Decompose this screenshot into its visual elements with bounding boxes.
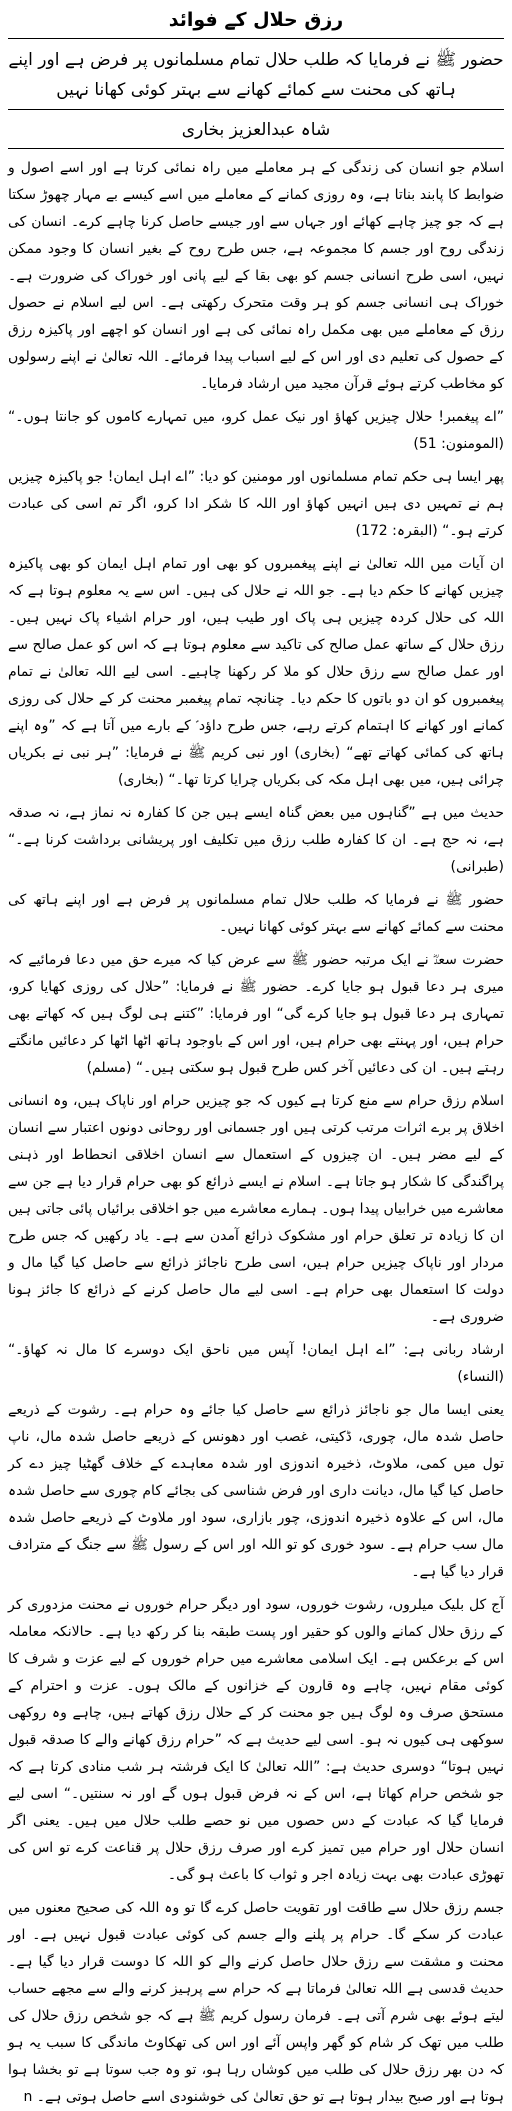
hadith-header: حضور ﷺ نے فرمایا کہ طلب حلال تمام مسلمانوں پر فرض ہے اور اپنے ہاتھ کی محنت سے کمائے کھانے سے بہتر کوئی کھانا نہیں <box>8 50 504 100</box>
paragraph: حضور ﷺ نے فرمایا کہ طلب حلال تمام مسلمانوں پر فرض ہے اور اپنے ہاتھ کی محنت سے کمائے کھانے سے بہتر کوئی کھانا نہیں۔ <box>8 892 504 935</box>
divider <box>8 109 504 110</box>
paragraph: یعنی ایسا مال جو ناجائز ذرائع سے حاصل کیا جائے وہ حرام ہے۔ رشوت کے ذریعے حاصل شدہ مال، چوری، ڈکیتی، غصب اور دھونس کے ذریعے حاصل شدہ مال، ناپ تول میں کمی، ملاوٹ، ذخیرہ اندوزی اور شدہ معاہدے کے خلاف گھٹیا چیز دے کر حاصل کیا گیا مال، دیانت داری اور فرض شناسی کی بجائے کام چوری سے حاصل شدہ مال، اس کے علاوہ ذخیرہ اندوزی، چور بازاری، سود اور ملاوٹ کے ذریعے حاصل شدہ مال سب حرام ہے۔ سود خوری کو تو اللہ اور اس کے رسول ﷺ سے جنگ کے مترادف قرار دیا گیا ہے۔ <box>8 1402 504 1580</box>
paragraph: اسلام جو انسان کی زندگی کے ہر معاملے میں راہ نمائی کرتا ہے اور اسے اصول و ضوابط کا پابند بناتا ہے، وہ روزی کمانے کے معاملے میں اسے کیسے بے مہار چھوڑ سکتا ہے کہ جو چیز چاہے کھائے اور جہاں سے اور جیسے حاصل کرنا چاہے کرے۔ انسان کی زندگی روح اور جسم کا مجموعہ ہے، جس طرح روح کے بغیر انسان کا وجود ممکن نہیں، اسی طرح انسانی جسم کو بھی بقا کے لیے پانی اور خوراک کی ضرورت ہے۔ خوراک ہی انسانی جسم کو ہر وقت متحرک رکھتی ہے۔ اس لیے اسلام نے حصول رزق کے معاملے میں بھی مکمل راہ نمائی کی ہے اور انسان کو اچھے اور پاکیزہ رزق کے حصول کی تعلیم دی اور اس کے لیے اسباب پیدا فرمائے۔ اللہ تعالیٰ نے اپنے رسولوں کو مخاطب کرتے ہوئے قرآن مجید میں ارشاد فرمایا۔ <box>8 160 504 392</box>
divider <box>8 148 504 149</box>
paragraph: ان آیات میں اللہ تعالیٰ نے اپنے پیغمبروں کو بھی اور تمام اہل ایمان کو بھی پاکیزہ چیزیں کھانے کا حکم دیا ہے۔ جو اللہ نے حلال کی ہیں۔ اس سے یہ معلوم ہوتا ہے کہ اللہ کی حلال کردہ چیزیں ہی پاک اور طیب ہیں، اور حرام اشیاء پاک نہیں ہیں۔ رزق حلال کے ساتھ عمل صالح کی تاکید سے معلوم ہوتا ہے کہ اس کو عمل صالح سے اور عمل صالح سے رزق حلال کو ملا کر رکھنا چاہیے۔ اسی لیے اللہ تعالیٰ نے تمام پیغمبروں کو ان دو باتوں کا حکم دیا۔ چنانچہ تمام پیغمبر محنت کر کے حلال کی روزی کمانے اور کھانے کا اہتمام کرتے رہے، جس طرح داؤد ؑ کے بارے میں آتا ہے کہ ”وہ اپنے ہاتھ کی کمائی کھاتے تھے“ (بخاری) اور نبی کریم ﷺ نے فرمایا: ”ہر نبی نے بکریاں چرائی ہیں، میں بھی اہل مکہ کی بکریاں چرایا کرتا تھا۔“ (بخاری) <box>8 556 504 788</box>
paragraph: اسلام رزق حرام سے منع کرتا ہے کیوں کہ جو چیزیں حرام اور ناپاک ہیں، وہ انسانی اخلاق پر برے اثرات مرتب کرتی ہیں اور جسمانی اور روحانی دونوں اعتبار سے انسان کے لیے مضر ہیں۔ ان چیزوں کے استعمال سے انسان اخلاقی انحطاط اور ذہنی پراگندگی کا شکار ہو جاتا ہے۔ اسلام نے ایسے ذرائع کو بھی حرام قرار دیا ہے جن سے معاشرے میں خرابیاں پیدا ہوں۔ ہمارے معاشرے میں جو اخلاقی برائیاں پائی جاتی ہیں ان کا زیادہ تر تعلق حرام اور مشکوک ذرائع آمدن سے ہے۔ یاد رکھیں کہ جس طرح مردار اور ناپاک چیزیں حرام ہیں، اسی طرح ناجائز ذرائع سے حاصل کیا گیا مال و دولت کا استعمال بھی حرام ہے۔ اسی لیے مال حاصل کرنے کے ذرائع کا جائز ہونا ضروری ہے۔ <box>8 1093 504 1325</box>
paragraph: ارشاد ربانی ہے: ”اے اہل ایمان! آپس میں ناحق ایک دوسرے کا مال نہ کھاؤ۔“ (النساء) <box>8 1342 504 1385</box>
article-title: رزق حلال کے فوائد <box>168 9 344 31</box>
paragraph: حدیث میں ہے ”گناہوں میں بعض گناہ ایسے ہیں جن کا کفارہ نہ نماز ہے، نہ صدقہ ہے، نہ حج ہے۔ ان کا کفارہ طلب رزق میں تکلیف اور پریشانی برداشت کرنا ہے۔“ (طبرانی) <box>8 805 504 875</box>
article-body <box>8 155 504 2111</box>
paragraph: جسم رزق حلال سے طاقت اور تقویت حاصل کرے گا تو وہ اللہ کی صحیح معنوں میں عبادت کر سکے گا۔ حرام پر پلنے والے جسم کی کوئی عبادت قبول نہیں ہے۔ اور محنت و مشقت سے رزق حلال حاصل کرنے والے کو اللہ کا دوست قرار دیا گیا ہے۔ حدیث قدسی ہے اللہ تعالیٰ فرماتا ہے کہ حرام سے پرہیز کرنے والے سے مجھے حساب لیتے ہوئے بھی شرم آتی ہے۔ فرمان رسول کریم ﷺ ہے کہ جو شخص رزق حلال کی طلب میں تھک کر شام کو گھر واپس آئے اور اس کی تھکاوٹ ماندگی کا سبب یہ ہو کہ دن بھر رزق حلال کی طلب میں کوشاں رہا ہو، تو وہ جب سوتا ہے تو بخشا ہوا ہوتا ہے اور صبح بیدار ہوتا ہے تو حق تعالیٰ کی خوشنودی اسے حاصل ہوتی ہے۔ n <box>8 1900 504 2105</box>
paragraph: آج کل بلیک میلروں، رشوت خوروں، سود اور دیگر حرام خوروں نے محنت مزدوری کر کے رزق حلال کمانے والوں کو حقیر اور پست طبقہ بنا کر رکھ دیا ہے۔ حالانکہ معاملہ اس کے برعکس ہے۔ ایک اسلامی معاشرے میں حرام خوروں کے لیے عزت و شرف کا کوئی مقام نہیں، چاہے وہ قارون کے خزانوں کے مالک ہوں۔ عزت و احترام کے مستحق صرف وہ لوگ ہیں جو محنت کر کے حلال رزق کھاتے ہیں، چاہے وہ روکھی سوکھی ہی کیوں نہ ہو۔ اسی لیے حدیث ہے کہ ”حرام رزق کھانے والے کا صدقہ قبول نہیں ہوتا“ دوسری حدیث ہے: ”اللہ تعالیٰ کا ایک فرشتہ ہر شب منادی کرتا ہے کہ جو شخص حرام کھاتا ہے، اس کے نہ فرض قبول ہوں گے اور نہ سنتیں۔“ اسی لیے فرمایا گیا کہ عبادت کے دس حصوں میں نو حصے طلب حلال میں ہیں۔ یعنی اگر انسان حلال اور حرام میں تمیز کرے اور صرف رزق حلال پر قناعت کرے تو اس کی تھوڑی عبادت بھی بہت زیادہ اجر و ثواب کا باعث ہو گی۔ <box>8 1597 504 1883</box>
paragraph: ”اے پیغمبر! حلال چیزیں کھاؤ اور نیک عمل کرو، میں تمہارے کاموں کو جانتا ہوں۔“ (المومنون: 51) <box>8 409 504 452</box>
paragraph: حضرت سعدؓ نے ایک مرتبہ حضور ﷺ سے عرض کیا کہ میرے حق میں دعا فرمائیے کہ میری ہر دعا قبول ہو جایا کرے۔ حضور ﷺ نے فرمایا: ”حلال کی روزی کھایا کرو، تمہاری ہر دعا قبول ہو جایا کرے گی“ اور فرمایا: ”کتنے ہی لوگ ہیں کہ کھاتے بھی حرام ہیں، اور پہنتے بھی حرام ہیں، اور اس کے باوجود ہاتھ اٹھا اٹھا کر دعائیں مانگتے رہتے ہیں۔ ان کی دعائیں آخر کس طرح قبول ہو سکتی ہیں۔“ (مسلم) <box>8 952 504 1076</box>
author-name: شاہ عبدالعزیز بخاری <box>181 120 331 140</box>
paragraph: پھر ایسا ہی حکم تمام مسلمانوں اور مومنین کو دیا: ”اے اہل ایمان! جو پاکیزہ چیزیں ہم نے تمہیں دی ہیں انہیں کھاؤ اور اللہ کا شکر ادا کرو، اگر تم اسی کی عبادت کرتے ہو۔“ (البقرہ: 172) <box>8 469 504 539</box>
divider <box>8 38 504 39</box>
